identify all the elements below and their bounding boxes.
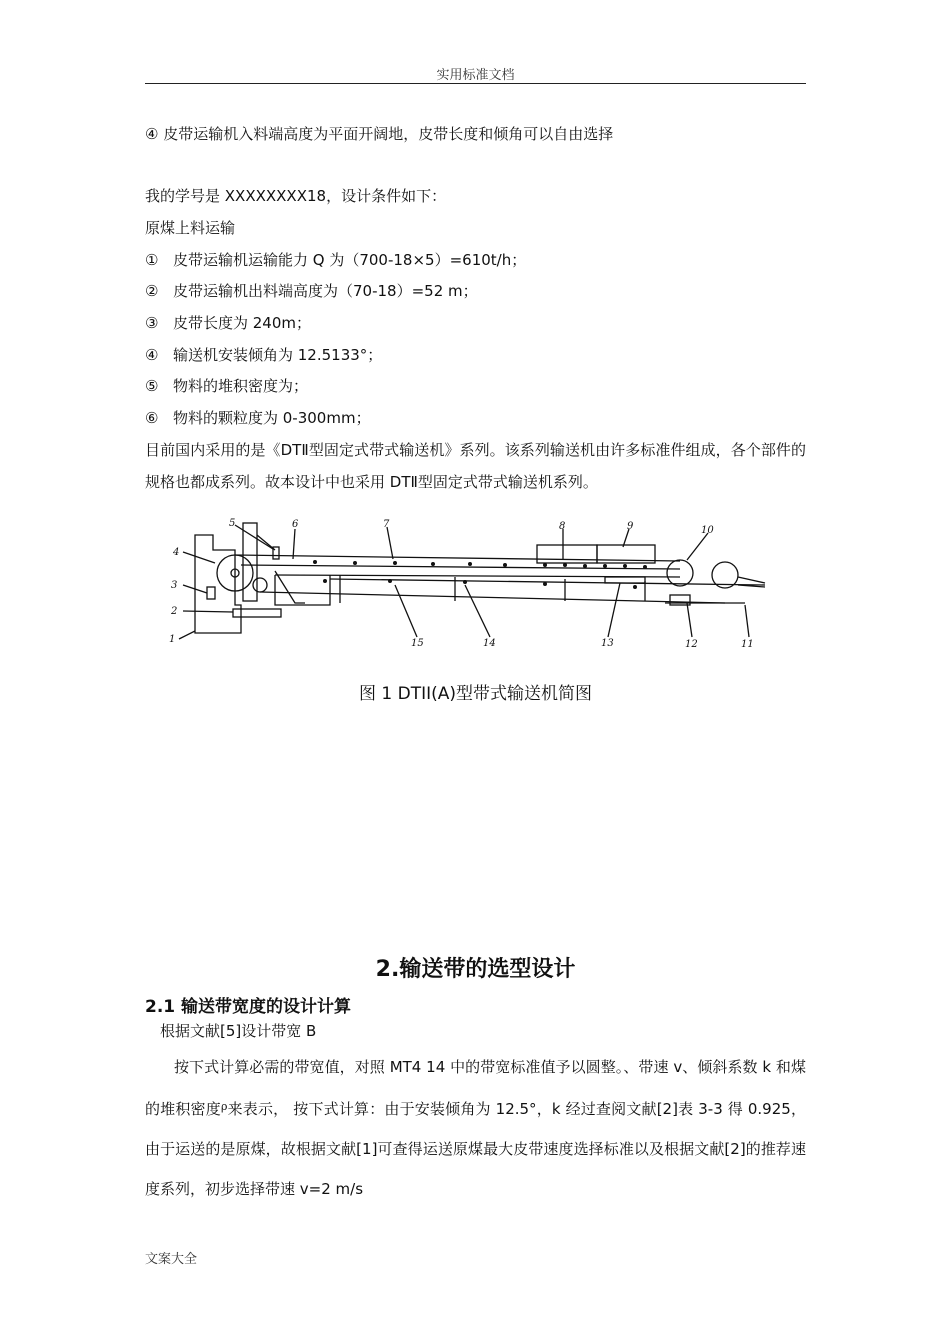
diagram-label-9: 9 <box>627 521 634 532</box>
diagram-label-6: 6 <box>292 519 299 530</box>
page-footer: 文案大全 <box>145 1252 198 1267</box>
diagram-label-7: 7 <box>383 519 390 530</box>
diagram-label-12: 12 <box>685 639 698 650</box>
section-body <box>145 1047 806 1209</box>
section-heading: 2.输送带的选型设计 <box>375 957 576 982</box>
subsection-heading: 2.1 输送带宽度的设计计算 <box>145 997 352 1017</box>
condition-item-2 <box>145 281 478 301</box>
figure-caption: 图 1 DTII(A)型带式输送机简图 <box>358 684 593 704</box>
body-text-part2: 来表示， 按下式计算：由于安装倾角为 12.5°，k 经过查阅文献[2]表 3-3 得 0.925，由于运送的是原煤，故根据文献[1]可查得运送原煤最大皮带速度选择标准以及根据文献[2]的推荐速度系列，初步选择带速 v=2 m/s <box>145 1100 806 1198</box>
diagram-label-15: 15 <box>411 638 424 649</box>
condition-text: 皮带长度为 240m； <box>173 314 312 332</box>
condition-number: ④ <box>145 346 159 364</box>
condition-item-1 <box>145 250 526 270</box>
condition-item-5 <box>145 376 308 396</box>
series-paragraph: 目前国内采用的是《DTⅡ型固定式带式输送机》系列。该系列输送机由许多标准件组成，各个部件的规格也都成系列。故本设计中也采用 DTⅡ型固定式带式输送机系列。 <box>145 441 806 491</box>
student-line: 我的学号是 XXXXXXXX18，设计条件如下： <box>145 187 447 205</box>
condition-number: ⑥ <box>145 409 159 427</box>
conveyor-diagram <box>165 515 775 655</box>
diagram-label-13: 13 <box>601 638 614 649</box>
diagram-label-2: 2 <box>171 606 178 617</box>
condition-number: ③ <box>145 314 159 332</box>
diagram-label-10: 10 <box>701 525 714 536</box>
condition-item-3 <box>145 313 311 333</box>
condition-text: 物料的颗粒度为 0-300mm； <box>173 409 371 427</box>
condition-number: ① <box>145 251 159 269</box>
body-text-part1: 按下式计算必需的带宽值，对照 MT4 14 中的带宽标准值予以圆整。、带速 v、倾斜系数 k 和煤的堆积密度 <box>145 1058 806 1118</box>
diagram-label-1: 1 <box>169 634 176 645</box>
condition-title: 原煤上料运输 <box>145 219 236 237</box>
rho-symbol: ρ <box>220 1100 228 1113</box>
condition-number: ⑤ <box>145 377 159 395</box>
intro-line: ④ 皮带运输机入料端高度为平面开阔地，皮带长度和倾角可以自由选择 <box>145 125 614 143</box>
page-header: 实用标准文档 <box>436 68 515 83</box>
condition-item-6 <box>145 408 371 428</box>
diagram-label-14: 14 <box>483 638 496 649</box>
condition-text: 皮带运输机运输能力 Q 为（700-18×5）=610t/h； <box>173 251 527 269</box>
condition-text: 皮带运输机出料端高度为（70-18）=52 m； <box>173 282 478 300</box>
subsection-subline: 根据文献[5]设计带宽 B <box>160 1022 317 1040</box>
diagram-label-11: 11 <box>741 639 754 650</box>
diagram-label-5: 5 <box>229 518 236 529</box>
condition-text: 物料的堆积密度为； <box>173 377 309 395</box>
diagram-label-8: 8 <box>559 521 566 532</box>
diagram-label-3: 3 <box>171 580 178 591</box>
header-rule <box>145 83 806 84</box>
condition-item-4 <box>145 345 382 365</box>
condition-text: 输送机安装倾角为 12.5133°； <box>173 346 383 364</box>
condition-number: ② <box>145 282 159 300</box>
diagram-label-4: 4 <box>173 547 180 558</box>
